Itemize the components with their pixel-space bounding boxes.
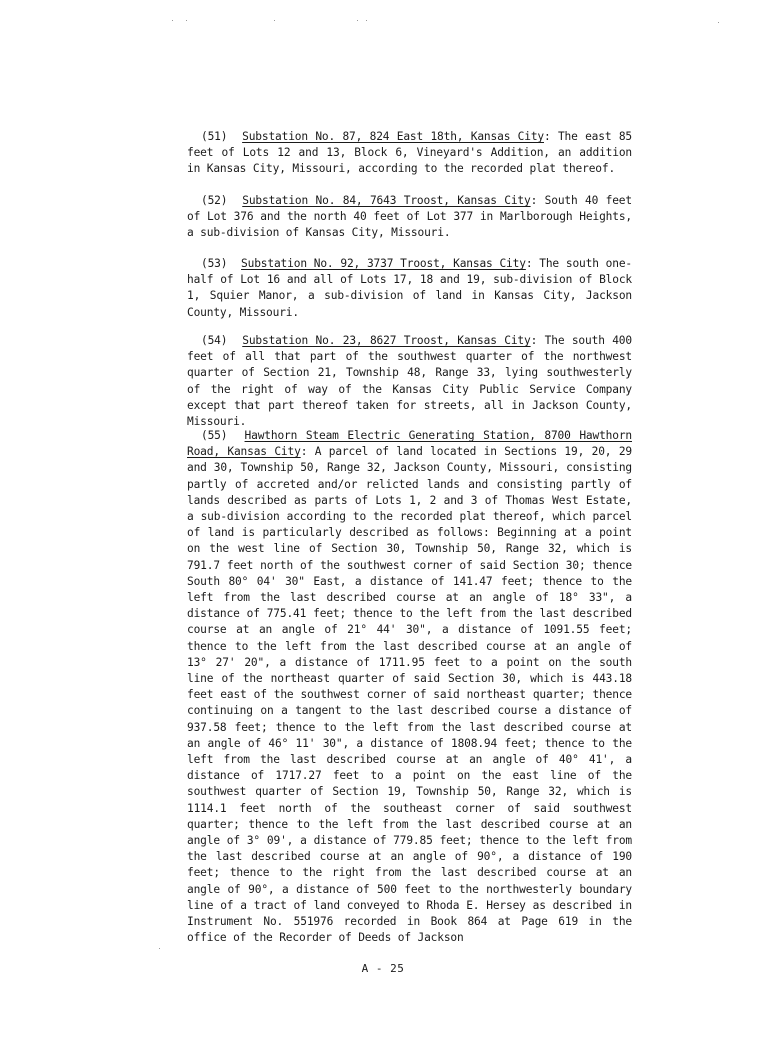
paragraph-body: : A parcel of land located in Sections 19, 20, 29 and 30, Township 50, Range 32, Jackson County, Missouri, consisting partly of accreted and/or relicted lands and consisting partly of lands described as parts of Lots 1, 2 and 3 of Thomas West Estate, a sub-division according to the recorded plat thereof, which parcel of land is particularly described as follows: Beginning at a point on the west line of Section 30, Township 50, Range 32, which is 791.7 feet north of the southwest corner of said Section 30; thence South 80° 04' 30" East, a distance of 141.47 feet; thence to the left from the last described course at an angle of 18° 33", a distance of 775.41 feet; thence to the left from the last described course at an angle of 21° 44' 30", a distance of 1091.55 feet; thence to the left from the last described course at an angle of 13° 27' 20", a distance of 1711.95 feet to a point on the south line of the northeast quarter of said Section 30, which is 443.18 feet east of the southwest corner of said northeast quarter; thence continuing on a tangent to the last described course a distance of 937.58 feet; thence to the left from the last described course at an angle of 46° 11' 30", a distance of 1808.94 feet; thence to the left from the last described course at an angle of 40° 41', a distance of 1717.27 feet to a point on the east line of the southwest quarter of Section 19, Township 50, Range 32, which is 1114.1 feet north of the southeast corner of said southwest quarter; thence to the left from the last described course at an angle of 3° 09', a distance of 779.85 feet; thence to the left from the last described course at an angle of 90°, a distance of 190 feet; thence to the right from the last described course at an angle of 90°, a distance of 500 feet to the northwesterly boundary line of a tract of land conveyed to Rhoda E. Hersey as described in Instrument No. 551976 recorded in Book 864 at Page 619 in the office of the Recorder of Deeds of Jackson [187, 445, 633, 945]
paragraph-body: : The east 85 feet of Lots 12 and 13, Block 6, Vineyard's Addition, an addition in Kansas City, Missouri, according to the recorded plat thereof. [187, 130, 632, 176]
paragraph-heading: Substation No. 23, 8627 Troost, Kansas City [242, 334, 531, 347]
scan-speck [357, 20, 358, 21]
scan-speck [159, 948, 160, 949]
paragraph-number: (55) [201, 429, 228, 442]
paragraph-54 [187, 333, 632, 430]
scan-speck [366, 20, 367, 21]
paragraph-51 [187, 129, 632, 178]
paragraph-53 [187, 256, 632, 321]
paragraph-52 [187, 193, 632, 242]
paragraph-55 [187, 428, 632, 947]
paragraph-number: (53) [201, 257, 228, 270]
scan-speck [274, 20, 275, 21]
scan-speck [186, 20, 187, 21]
paragraph-number: (54) [201, 334, 228, 347]
paragraph-body: : The south 400 feet of all that part of the southwest quarter of the northwest quarter of Section 21, Township 48, Range 33, lying southwesterly of the right of way of the Kansas City Public Service Company except that part thereof taken for streets, all in Jackson County, Missouri. [187, 334, 632, 429]
paragraph-heading: Substation No. 92, 3737 Troost, Kansas City [241, 257, 526, 270]
scan-speck [172, 20, 173, 21]
paragraph-body: : South 40 feet of Lot 376 and the north 40 feet of Lot 377 in Marlborough Heights, a sub-division of Kansas City, Missouri. [187, 194, 632, 240]
scan-speck [718, 22, 719, 23]
paragraph-number: (52) [201, 194, 228, 207]
paragraph-heading: Hawthorn Steam Electric Generating Station, 8700 Hawthorn Road, Kansas City [187, 429, 632, 459]
page-number: A - 25 [361, 962, 405, 975]
paragraph-heading: Substation No. 84, 7643 Troost, Kansas City [242, 194, 531, 207]
paragraph-body: : The south one-half of Lot 16 and all of Lots 17, 18 and 19, sub-division of Block 1, Squier Manor, a sub-division of land in Kansas City, Jackson County, Missouri. [187, 257, 632, 319]
paragraph-heading: Substation No. 87, 824 East 18th, Kansas City [242, 130, 544, 143]
paragraph-number: (51) [201, 130, 228, 143]
